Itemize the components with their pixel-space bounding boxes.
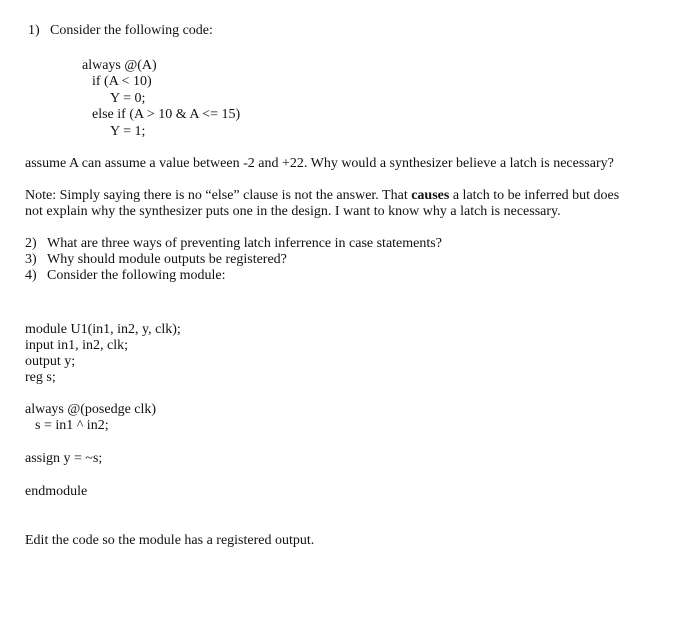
question-3 bbox=[25, 252, 287, 268]
q1-code-line-4: else if (A > 10 & A <= 15) bbox=[92, 107, 241, 122]
question-1-prompt: Consider the following code: bbox=[50, 23, 213, 38]
q4-code-line-5: always @(posedge clk) bbox=[25, 402, 157, 417]
q4-code-line-1: module U1(in1, in2, y, clk); bbox=[25, 322, 181, 337]
q4-code-line-3: output y; bbox=[25, 354, 76, 369]
q1-code-line-2: if (A < 10) bbox=[92, 74, 152, 89]
q4-code-line-6: s = in1 ^ in2; bbox=[35, 418, 109, 433]
q1-code-line-5: Y = 1; bbox=[110, 124, 146, 139]
q4-code-line-7: assign y = ~s; bbox=[25, 451, 103, 466]
question-4 bbox=[25, 268, 225, 284]
question-1-number: 1) bbox=[28, 23, 40, 38]
q4-code-line-2: input in1, in2, clk; bbox=[25, 338, 129, 353]
q1-code-line-1: always @(A) bbox=[82, 58, 157, 73]
q4-code-line-8: endmodule bbox=[25, 484, 88, 499]
note-text-end: a latch to be inferred but does bbox=[449, 188, 620, 203]
question-3-number: 3) bbox=[25, 252, 37, 267]
question-2-text: What are three ways of preventing latch inferrence in case statements? bbox=[47, 236, 442, 251]
question-2-number: 2) bbox=[25, 236, 37, 251]
question-4-text: Consider the following module: bbox=[47, 268, 226, 283]
question-1-note-line-1 bbox=[25, 188, 619, 204]
note-text-start: Note: Simply saying there is no “else” clause is not the answer. That bbox=[25, 188, 412, 203]
question-1-note-line-2: not explain why the synthesizer puts one in the design. I want to know why a latch is necessary. bbox=[25, 204, 561, 219]
q4-code-line-4: reg s; bbox=[25, 370, 56, 385]
note-bold-word: causes bbox=[411, 188, 450, 203]
question-1-heading bbox=[28, 23, 213, 39]
q4-instruction: Edit the code so the module has a registered output. bbox=[25, 533, 315, 548]
question-4-number: 4) bbox=[25, 268, 37, 283]
q1-code-line-3: Y = 0; bbox=[110, 91, 146, 106]
question-3-text: Why should module outputs be registered? bbox=[47, 252, 287, 267]
question-1-text: assume A can assume a value between -2 and +22. Why would a synthesizer believe a latch is necessary? bbox=[25, 156, 614, 171]
question-2 bbox=[25, 236, 442, 252]
